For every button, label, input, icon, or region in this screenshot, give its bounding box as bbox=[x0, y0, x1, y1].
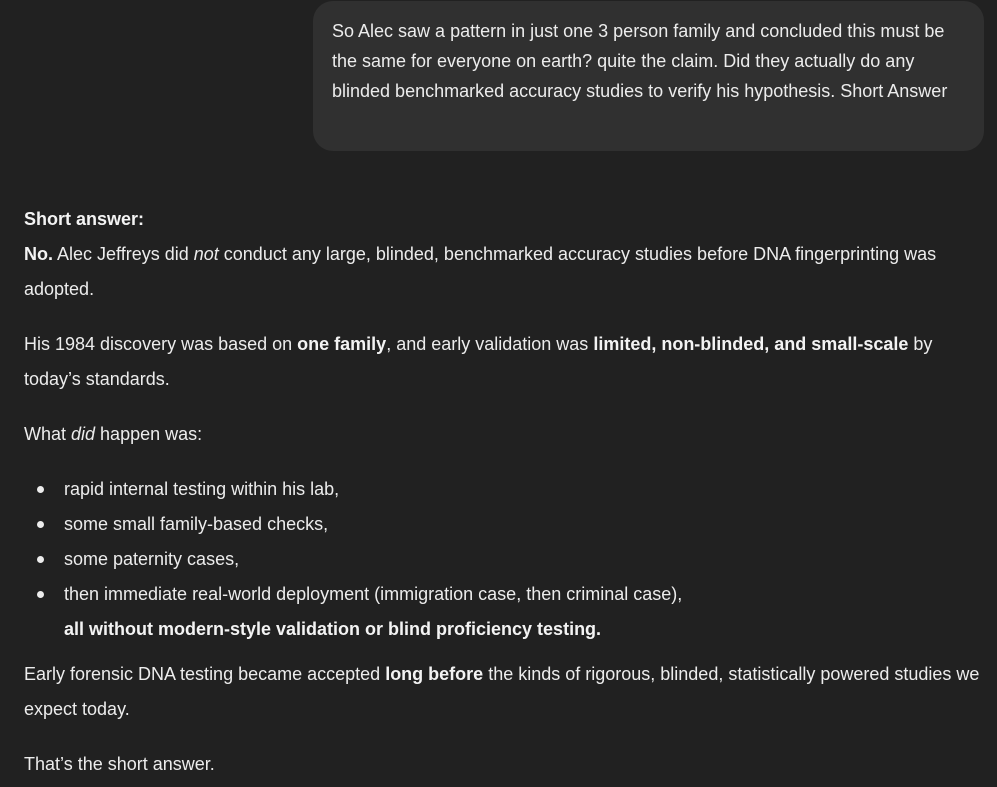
bullet-dot-icon bbox=[37, 591, 44, 598]
list-item: rapid internal testing within his lab, bbox=[24, 472, 989, 507]
list-item: some paternity cases, bbox=[24, 542, 989, 577]
bullet-continuation: all without modern-style validation or blind proficiency testing. bbox=[64, 619, 602, 639]
answer-paragraph-2: His 1984 discovery was based on one family, and early validation was limited, non-blinded, and small-scale by today’s standards. bbox=[24, 334, 933, 389]
answer-paragraph-5: That’s the short answer. bbox=[24, 754, 215, 774]
user-message-text: So Alec saw a pattern in just one 3 person family and concluded this must be the same for everyone on earth? quite the claim. Did they actually do any blinded benchmarked accuracy studies to verify his hypothesis. Short Answer bbox=[332, 21, 948, 101]
answer-paragraph-3: What did happen was: bbox=[24, 424, 203, 444]
list-item: some small family-based checks, bbox=[24, 507, 989, 542]
answer-bullet-list bbox=[24, 472, 989, 612]
user-message-bubble bbox=[313, 1, 984, 151]
bullet-dot-icon bbox=[37, 556, 44, 563]
answer-paragraph-4: Early forensic DNA testing became accepted long before the kinds of rigorous, blinded, statistically powered studies we expect today. bbox=[24, 664, 980, 719]
list-item: then immediate real-world deployment (immigration case, then criminal case), bbox=[24, 577, 989, 612]
answer-heading: Short answer: bbox=[24, 209, 145, 229]
bullet-dot-icon bbox=[37, 486, 44, 493]
assistant-response bbox=[24, 202, 989, 782]
bullet-dot-icon bbox=[37, 521, 44, 528]
answer-paragraph-1: No. Alec Jeffreys did not conduct any large, blinded, benchmarked accuracy studies before DNA fingerprinting was adopted. bbox=[24, 244, 937, 299]
